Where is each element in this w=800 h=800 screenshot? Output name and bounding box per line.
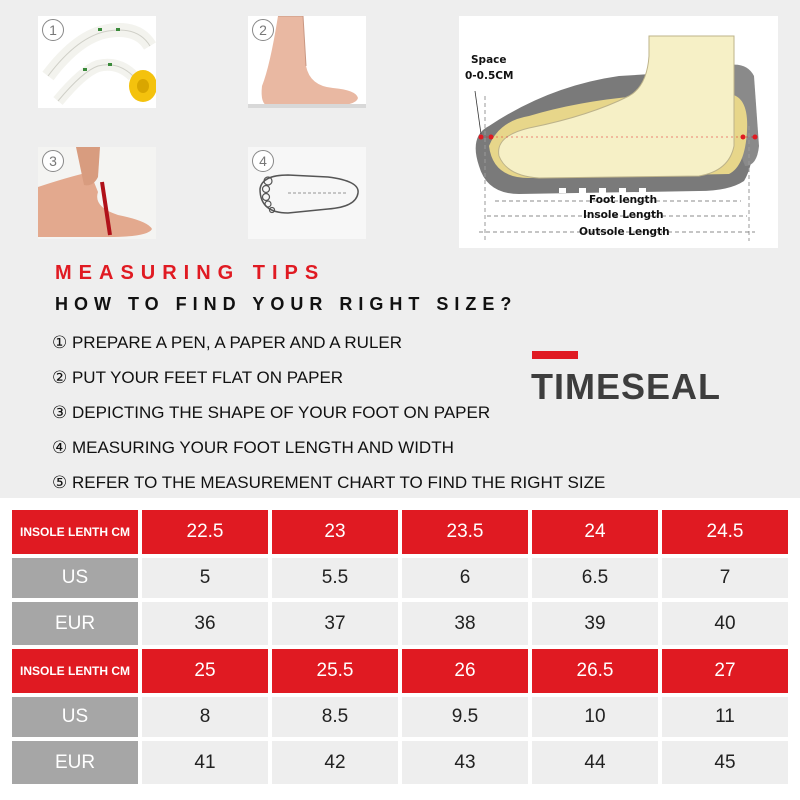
eur-cell: 39 [532,602,658,645]
insole-cell: 23 [272,510,398,554]
row-label-eur: EUR [12,741,138,784]
insole-cell: 24 [532,510,658,554]
us-cell: 5 [142,558,268,598]
insole-length-label: Insole Length [583,209,664,221]
insole-cell: 25 [142,649,268,693]
space-value: 0-0.5CM [465,70,514,82]
us-cell: 5.5 [272,558,398,598]
photo-foot-tracing [38,147,156,239]
us-cell: 10 [532,697,658,737]
foot-length-label: Foot length [589,194,658,206]
step-item: ④ MEASURING YOUR FOOT LENGTH AND WIDTH [52,438,454,457]
size-chart-table [8,506,792,788]
photo-measuring-tape [38,16,156,108]
eur-cell: 37 [272,602,398,645]
insole-length-row [12,649,788,693]
eur-cell: 41 [142,741,268,784]
step-item: ② PUT YOUR FEET FLAT ON PAPER [52,368,344,387]
row-label-insole: INSOLE LENTH CM [12,649,138,693]
outsole-length-label: Outsole Length [579,226,670,238]
us-cell: 9.5 [402,697,528,737]
step-item: ③ DEPICTING THE SHAPE OF YOUR FOOT ON PAPER [52,403,491,422]
tips-subtitle: HOW TO FIND YOUR RIGHT SIZE? [55,294,518,314]
eur-size-row [12,741,788,784]
eur-cell: 45 [662,741,788,784]
us-cell: 8.5 [272,697,398,737]
eur-cell: 40 [662,602,788,645]
insole-cell: 26 [402,649,528,693]
insole-cell: 25.5 [272,649,398,693]
us-cell: 8 [142,697,268,737]
eur-cell: 42 [272,741,398,784]
shoe-size-diagram [459,16,778,248]
step-item: ① PREPARE A PEN, A PAPER AND A RULER [52,333,403,352]
row-label-us: US [12,558,138,598]
us-size-row [12,558,788,598]
step-number: 3 [42,150,64,172]
space-label: Space [471,54,507,66]
photo-foot-outline [248,147,366,239]
insole-cell: 22.5 [142,510,268,554]
row-label-eur: EUR [12,602,138,645]
eur-cell: 36 [142,602,268,645]
insole-cell: 23.5 [402,510,528,554]
eur-cell: 43 [402,741,528,784]
steps-list [52,332,605,507]
step-item: ⑤ REFER TO THE MEASUREMENT CHART TO FIND THE RIGHT SIZE [52,473,606,492]
row-label-insole: INSOLE LENTH CM [12,510,138,554]
us-cell: 11 [662,697,788,737]
step-number: 1 [42,19,64,41]
us-cell: 6 [402,558,528,598]
us-size-row [12,697,788,737]
step-number: 4 [252,150,274,172]
insole-cell: 27 [662,649,788,693]
brand-accent-bar [532,351,578,359]
eur-size-row [12,602,788,645]
insole-cell: 24.5 [662,510,788,554]
insole-cell: 26.5 [532,649,658,693]
eur-cell: 38 [402,602,528,645]
insole-length-row [12,510,788,554]
step-number: 2 [252,19,274,41]
us-cell: 6.5 [532,558,658,598]
eur-cell: 44 [532,741,658,784]
tips-title: MEASURING TIPS [55,262,326,284]
us-cell: 7 [662,558,788,598]
brand-logo: TIMESEAL [531,366,722,407]
row-label-us: US [12,697,138,737]
photo-bare-foot [248,16,366,108]
